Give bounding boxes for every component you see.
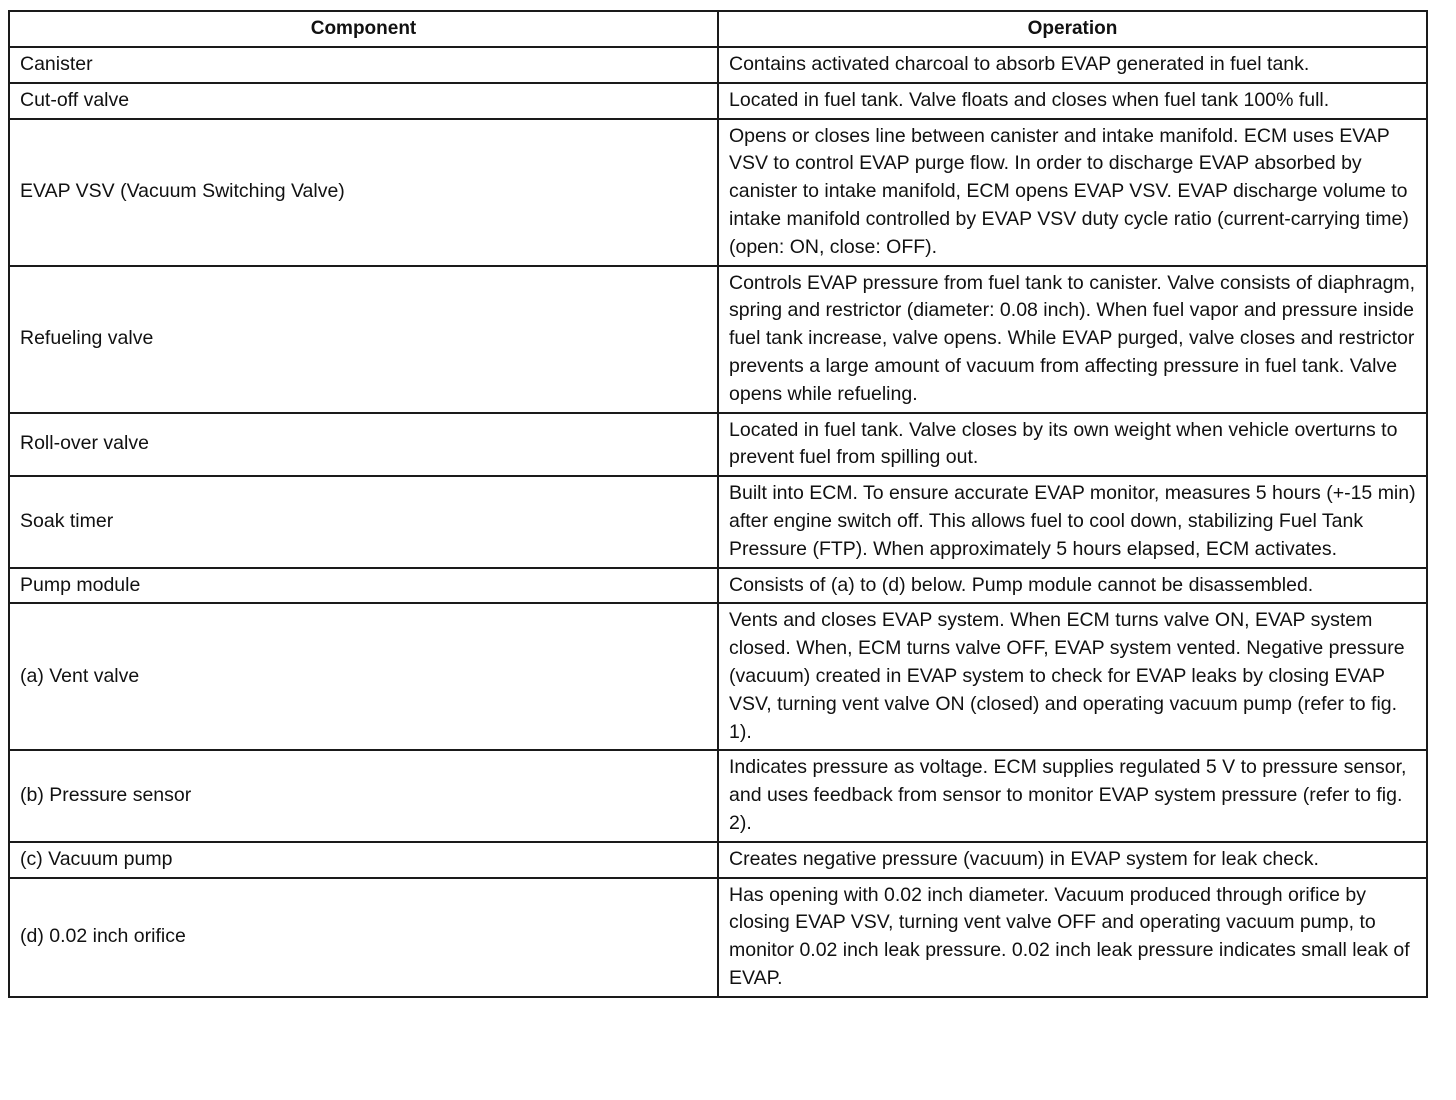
operation-cell: Indicates pressure as voltage. ECM supplies regulated 5 V to pressure sensor, and uses feedback from sensor to monitor EVAP system pressure (refer to fig. 2). [718, 750, 1427, 841]
operation-cell: Located in fuel tank. Valve closes by its own weight when vehicle overturns to prevent fuel from spilling out. [718, 413, 1427, 477]
operation-cell: Opens or closes line between canister and intake manifold. ECM uses EVAP VSV to control EVAP purge flow. In order to discharge EVAP absorbed by canister to intake manifold, ECM opens EVAP VSV. EVAP discharge volume to intake manifold controlled by EVAP VSV duty cycle ratio (current-carrying time) (open: ON, close: OFF). [718, 119, 1427, 266]
component-cell: (b) Pressure sensor [9, 750, 718, 841]
component-cell: (d) 0.02 inch orifice [9, 878, 718, 997]
table-row [9, 266, 1427, 413]
component-cell: Soak timer [9, 476, 718, 567]
table-row [9, 476, 1427, 567]
component-column-header: Component [9, 11, 718, 47]
component-cell: Pump module [9, 568, 718, 604]
component-cell: Canister [9, 47, 718, 83]
table-row [9, 878, 1427, 997]
operation-cell: Controls EVAP pressure from fuel tank to canister. Valve consists of diaphragm, spring and restrictor (diameter: 0.08 inch). When fuel vapor and pressure inside fuel tank increase, valve opens. While EVAP purged, valve closes and restrictor prevents a large amount of vacuum from affecting pressure in fuel tank. Valve opens while refueling. [718, 266, 1427, 413]
operation-cell: Consists of (a) to (d) below. Pump module cannot be disassembled. [718, 568, 1427, 604]
header-row [9, 11, 1427, 47]
component-operation-table [8, 10, 1428, 998]
table-row [9, 47, 1427, 83]
component-cell: EVAP VSV (Vacuum Switching Valve) [9, 119, 718, 266]
component-cell: Refueling valve [9, 266, 718, 413]
operation-cell: Built into ECM. To ensure accurate EVAP monitor, measures 5 hours (+-15 min) after engine switch off. This allows fuel to cool down, stabilizing Fuel Tank Pressure (FTP). When approximately 5 hours elapsed, ECM activates. [718, 476, 1427, 567]
operation-column-header: Operation [718, 11, 1427, 47]
component-cell: Cut-off valve [9, 83, 718, 119]
operation-cell: Has opening with 0.02 inch diameter. Vacuum produced through orifice by closing EVAP VSV, turning vent valve OFF and operating vacuum pump, to monitor 0.02 inch leak pressure. 0.02 inch leak pressure indicates small leak of EVAP. [718, 878, 1427, 997]
table-row [9, 119, 1427, 266]
table-row [9, 842, 1427, 878]
operation-cell: Contains activated charcoal to absorb EVAP generated in fuel tank. [718, 47, 1427, 83]
operation-cell: Located in fuel tank. Valve floats and closes when fuel tank 100% full. [718, 83, 1427, 119]
operation-cell: Vents and closes EVAP system. When ECM turns valve ON, EVAP system closed. When, ECM turns valve OFF, EVAP system vented. Negative pressure (vacuum) created in EVAP system to check for EVAP leaks by closing EVAP VSV, turning vent valve ON (closed) and operating vacuum pump (refer to fig. 1). [718, 603, 1427, 750]
table-row [9, 568, 1427, 604]
component-cell: Roll-over valve [9, 413, 718, 477]
component-cell: (a) Vent valve [9, 603, 718, 750]
table-row [9, 750, 1427, 841]
table-row [9, 603, 1427, 750]
operation-cell: Creates negative pressure (vacuum) in EVAP system for leak check. [718, 842, 1427, 878]
component-cell: (c) Vacuum pump [9, 842, 718, 878]
table-row [9, 413, 1427, 477]
table-row [9, 83, 1427, 119]
